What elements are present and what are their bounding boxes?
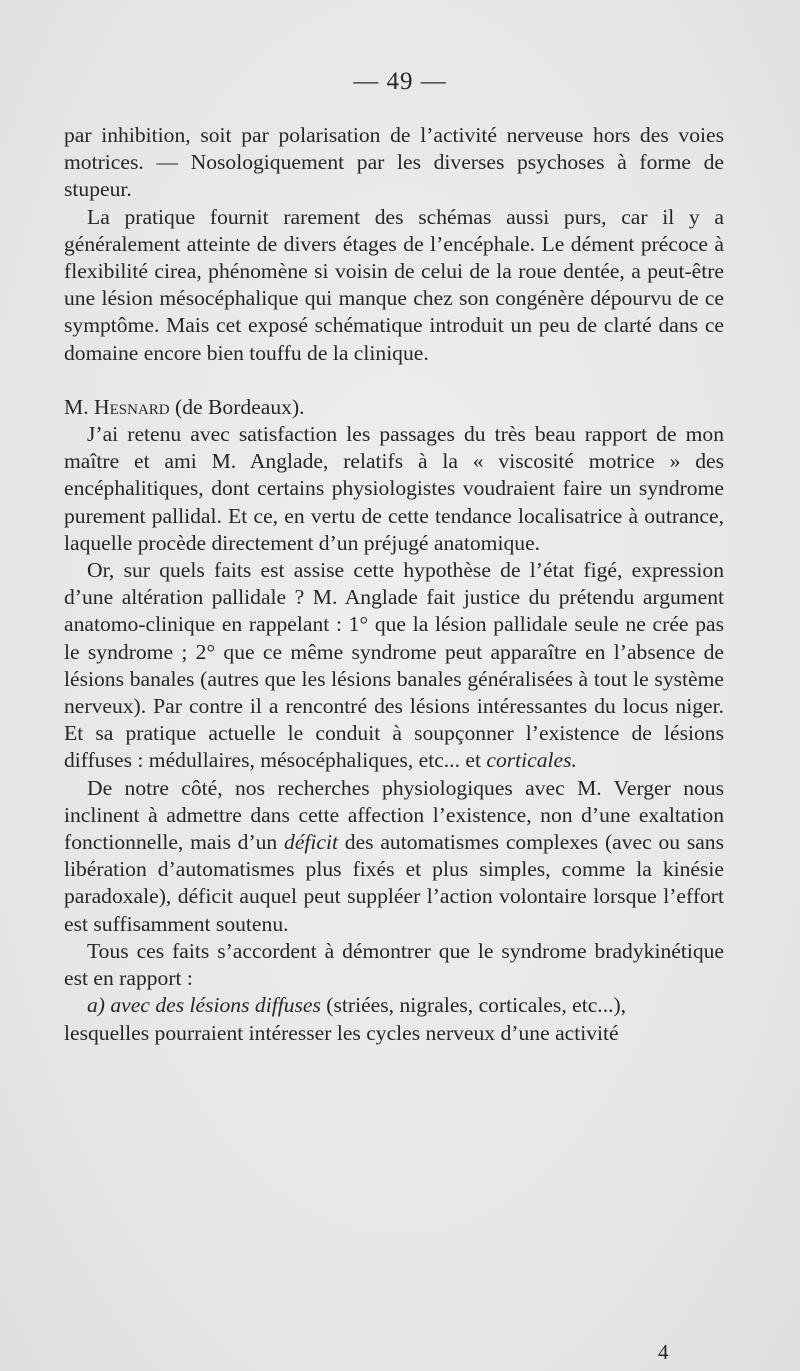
paragraph-conclusion: Tous ces faits s’accordent à démontrer que le syndrome bradykinétique est en rapport : [64, 938, 724, 991]
paragraph-report: J’ai retenu avec satisfaction les passages du très beau rapport de mon maître et ami M. Anglade, relatifs à la « viscosité motrice » des encéphalitiques, dont certains physiologistes voudraient faire un syndrome purement pallidal. Et ce, en vertu de cette tendance localisatrice à outrance, laquelle procède directement d’un préjugé anatomique. [64, 422, 724, 555]
speaker-prefix: M. [64, 394, 89, 419]
paragraph-continuation: par inhibition, soit par polarisation de l’activité nerveuse hors des voies motrices. — Nosologiquement par les diverses psychoses à forme de stupeur. [64, 123, 724, 202]
speaker-name: Hesnard [94, 394, 170, 419]
body-text [64, 122, 724, 1047]
speaker-affiliation: (de Bordeaux). [175, 394, 305, 419]
paragraph-hypothesis [64, 557, 724, 775]
paragraph-final: lesquelles pourraient intéresser les cycles nerveux d’une activité [64, 1020, 619, 1045]
deficit-italic: déficit [284, 830, 338, 855]
paragraph-research [64, 775, 724, 938]
item-a-text: (striées, nigrales, corticales, etc...), [326, 993, 627, 1018]
page-number: — 49 — [353, 68, 447, 95]
speaker-heading [64, 394, 724, 421]
research-tail: des automatismes complexes (avec ou sans libération d’automatismes plus fixés et plus simples, comme la kinésie paradoxale), déficit auquel peut suppléer l’action volontaire lorsque l’effort est suffisamment soutenu. [64, 830, 725, 936]
research-text: De notre côté, nos recherches physiologiques avec M. Verger nous inclinent à admettre dans cette affection l’existence, non d’une exaltation fonctionnelle, mais d’un [64, 775, 724, 855]
item-a-label: a) avec des lésions diffuses [87, 993, 321, 1018]
corticales-italic: corticales. [486, 748, 577, 773]
paragraph-practice: La pratique fournit rarement des schémas aussi purs, car il y a généralement atteinte de divers étages de l’encéphale. Le dément précoce à flexibilité cirea, phénomène si voisin de celui de la roue dentée, a peut-être une lésion mésocéphalique qui manque chez son congénère dépourvu de ce symptôme. Mais cet exposé schématique introduit un peu de clarté dans ce domaine encore bien touffu de la clinique. [64, 204, 724, 365]
signature-mark: 4 [658, 1340, 669, 1364]
list-item-a [64, 992, 724, 1019]
hypothesis-text: Or, sur quels faits est assise cette hypothèse de l’état figé, expression d’une altération pallidale ? M. Anglade fait justice du prétendu argument anatomo-clinique en rappelant : 1° que la lésion pallidale seule ne crée pas le syndrome ; 2° que ce même syndrome peut apparaître en l’absence de lésions banales (autres que les lésions banales généralisées à tout le système nerveux). Par contre il a rencontré des lésions intéressantes du locus niger. Et sa pratique actuelle le conduit à soupçonner l’existence de lésions diffuses : médullaires, mésocéphaliques, etc... et [64, 558, 724, 773]
